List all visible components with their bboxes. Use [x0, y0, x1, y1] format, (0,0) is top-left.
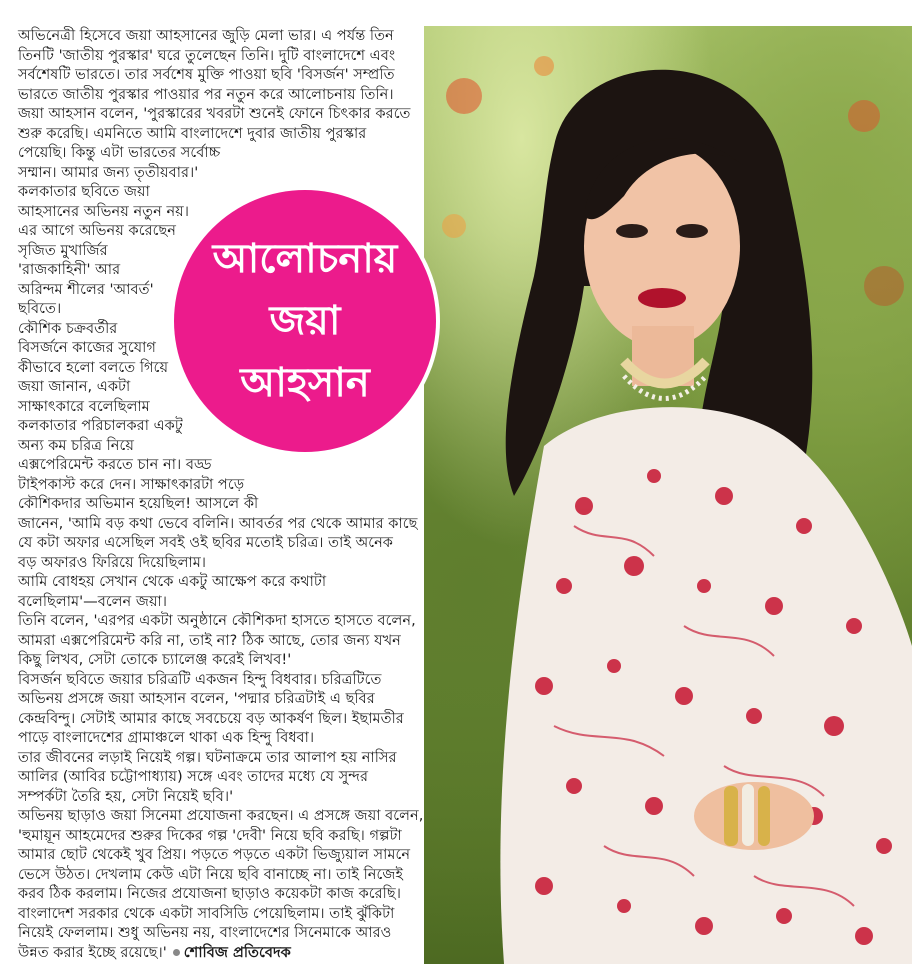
article-line: আমার ছোট থেকেই খুব প্রিয়। পড়তে পড়তে একটা ভিজ্যুয়াল সামনে	[18, 846, 411, 863]
bullet-icon	[173, 949, 180, 956]
article-line: বলেছিলাম'—বলেন জয়া।	[18, 592, 168, 610]
article-line: কীভাবে হলো বলতে গিয়ে	[18, 358, 169, 376]
article-line: কৌশিক চক্রবর্তীর	[18, 319, 118, 337]
article-line: ভারতে জাতীয় পুরস্কার পাওয়ার পর নতুন করে আলোচনায় তিনি।	[18, 85, 394, 103]
headline-line-3: আহসান	[240, 359, 370, 406]
article-line: তার জীবনের লড়াই নিয়েই গল্প। ঘটনাক্রমে তার আলাপ হয় নাসির	[18, 748, 397, 766]
article-line: অন্য কম চরিত্র নিয়ে	[18, 436, 134, 454]
article-line: বিসর্জন ছবিতে জয়ার চরিত্রটি একজন হিন্দু বিধবার। চরিত্রটিতে	[18, 670, 382, 688]
article-line: যে কটা অফার এসেছিল সবই ওই ছবির মতোই চরিত্র। তাই অনেক	[18, 534, 393, 551]
byline-wrap	[167, 944, 291, 961]
article-line: কলকাতার ছবিতে জয়া	[18, 183, 150, 200]
article-line: সাক্ষাৎকারে বলেছিলাম	[18, 397, 150, 415]
article-line: আলির (আবির চট্টোপাধ্যায়) সঙ্গে এবং তাদের মধ্যে যে সুন্দর	[18, 768, 369, 785]
article-line: অভিনেত্রী হিসেবে জয়া আহসানের জুড়ি মেলা ভার। এ পর্যন্ত তিন	[18, 27, 394, 44]
article-line: নিয়েই ফেললাম। শুধু অভিনয় নয়, বাংলাদেশের সিনেমাকে আরও	[18, 924, 392, 941]
headline-badge	[174, 190, 436, 452]
article-line: টাইপকাস্ট করে দেন। সাক্ষাৎকারটা পড়ে	[18, 475, 245, 493]
byline: শোবিজ প্রতিবেদক	[183, 943, 291, 961]
article-line: জানেন, 'আমি বড় কথা ভেবে বলিনি। আবর্তর পর থেকে আমার কাছে	[18, 514, 418, 532]
article-line: আমি বোধহয় সেখান থেকে একটু আক্ষেপ করে কথাটা	[18, 573, 327, 590]
article-line: সম্মান। আমার জন্য তৃতীয়বার।'	[18, 163, 199, 181]
article-line: সৃজিত মুখার্জির	[18, 241, 108, 259]
article-line: বিসর্জনে কাজের সুযোগ	[18, 339, 156, 356]
article-line: ছবিতে।	[18, 300, 62, 317]
article-line: এর আগে অভিনয় করেছেন	[18, 222, 177, 239]
article-line: তিনি বলেন, 'এরপর একটা অনুষ্ঠানে কৌশিকদা হাসতে হাসতে বলেন,	[18, 612, 416, 629]
article-line: বড় অফারও ফিরিয়ে দিয়েছিলাম।	[18, 553, 207, 571]
portrait-illustration	[424, 26, 912, 964]
article-line: তিনটি 'জাতীয় পুরস্কার' ঘরে তুলেছেন তিনি। দুটি বাংলাদেশে এবং	[18, 46, 396, 64]
article-line: আহসানের অভিনয় নতুন নয়।	[18, 202, 189, 220]
article-line: অভিনয় ছাড়াও জয়া সিনেমা প্রযোজনা করছেন। এ প্রসঙ্গে জয়া বলেন,	[18, 807, 424, 824]
article-line: এক্সপেরিমেন্ট করতে চান না। বড্ড	[18, 456, 212, 473]
article-line: জয়া জানান, একটা	[18, 378, 131, 395]
headline-line-2: জয়া	[269, 297, 341, 344]
article-line: পাড়ে বাংলাদেশের গ্রামাঞ্চলে থাকা এক হিন্দু বিধবা।	[18, 729, 315, 746]
actress-photo	[424, 26, 912, 964]
article-line: অরিন্দম শীলের 'আবর্ত'	[18, 280, 154, 298]
article-line: পেয়েছি। কিন্তু এটা ভারতের সর্বোচ্চ	[18, 144, 221, 161]
headline-line-1: আলোচনায়	[212, 235, 398, 282]
article-line: করব ঠিক করলাম। নিজের প্রযোজনা ছাড়াও কয়েকটা কাজ করেছি।	[18, 885, 401, 902]
article-line: বাংলাদেশ সরকার থেকে একটা সাবসিডি পেয়েছিলাম। তাই ঝুঁকিটা	[18, 904, 395, 922]
article-line: আমরা এক্সপেরিমেন্ট করি না, তাই না? ঠিক আছে, তোর জন্য যখন	[18, 631, 401, 649]
article-line: কৌশিকদার অভিমান হয়েছিল! আসলে কী	[18, 495, 259, 512]
article-line: উন্নত করার ইচ্ছে রয়েছে।' শোবিজ প্রতিবেদক	[18, 943, 291, 961]
article-line: অভিনয় প্রসঙ্গে জয়া আহসান বলেন, 'পদ্মার চরিত্রটাই এ ছবির	[18, 690, 375, 707]
article-line: সম্পর্কটা তৈরি হয়, সেটা নিয়েই ছবি।'	[18, 787, 234, 805]
article-line: জয়া আহসান বলেন, 'পুরস্কারের খবরটা শুনেই ফোনে চিৎকার করতে	[18, 105, 411, 122]
article-line: শুরু করেছি। এমনিতে আমি বাংলাদেশে দুবার জাতীয় পুরস্কার	[18, 124, 367, 142]
article-line: কেন্দ্রবিন্দু। সেটাই আমার কাছে সবচেয়ে বড় আকর্ষণ ছিল। ইছামতীর	[18, 709, 404, 727]
article-line: কিছু লিখব, সেটা তোকে চ্যালেঞ্জ করেই লিখব!'	[18, 651, 292, 668]
article-line: 'হুমায়ূন আহমেদের শুরুর দিকের গল্প 'দেবী' নিয়ে ছবি করছি। গল্পটা	[18, 826, 402, 844]
article-line: ভেসে উঠত। দেখলাম কেউ এটা নিয়ে ছবি বানাচ্ছে না। তাই নিজেই	[18, 865, 403, 883]
article-line: সর্বশেষটি ভারতে। তার সর্বশেষ মুক্তি পাওয়া ছবি 'বিসর্জন' সম্প্রতি	[18, 66, 395, 83]
article-line: 'রাজকাহিনী' আর	[18, 261, 121, 278]
article-line: কলকাতার পরিচালকরা একটু	[18, 417, 183, 434]
